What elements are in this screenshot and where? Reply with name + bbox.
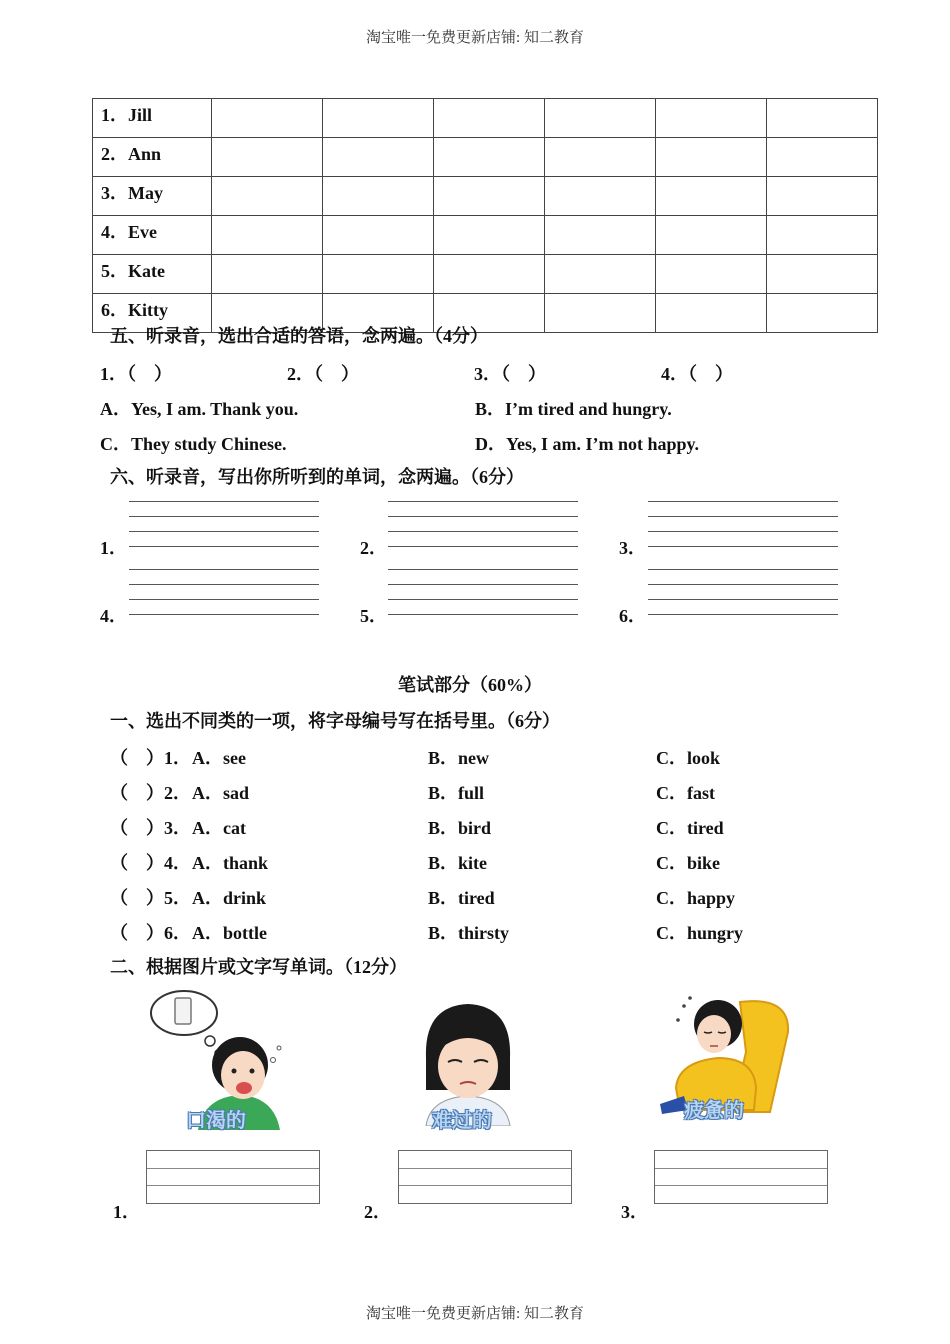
option-d: D．Yes, I am. I’m not happy. [475, 434, 700, 454]
word-answer-box[interactable] [146, 1150, 320, 1204]
part2-title: 二、根据图片或文字写单词。（12分） [110, 957, 407, 977]
page-header: 淘宝唯一免费更新店铺: 知二教育 [366, 30, 584, 46]
answer-cell[interactable] [767, 216, 878, 255]
caption-tired: 疲惫的 [684, 1098, 744, 1122]
written-part-title: 笔试部分（60%） [398, 675, 542, 695]
choice-a: A．bottle [192, 923, 267, 943]
answer-cell[interactable] [434, 255, 545, 294]
caption-sad: 难过的 [432, 1108, 492, 1132]
choice-c: C．hungry [656, 923, 744, 943]
answer-cell[interactable] [323, 99, 434, 138]
answer-cell[interactable] [656, 177, 767, 216]
item-number: 2． [364, 1202, 391, 1222]
item-number: 3． [619, 538, 646, 558]
answer-cell[interactable] [434, 138, 545, 177]
answer-cell[interactable] [323, 138, 434, 177]
row-name: 5．Kate [93, 255, 212, 294]
glass-icon [175, 998, 191, 1024]
table-row [93, 99, 878, 138]
table-row [93, 138, 878, 177]
item-number: 1． [113, 1202, 140, 1222]
answer-cell[interactable] [212, 255, 323, 294]
answer-cell[interactable] [545, 138, 656, 177]
answer-cell[interactable] [545, 99, 656, 138]
answer-cell[interactable] [767, 99, 878, 138]
answer-cell[interactable] [212, 177, 323, 216]
row-name: 1．Jill [93, 99, 212, 138]
question-number[interactable]: （ ）2． [110, 783, 191, 803]
table-row [93, 216, 878, 255]
answer-cell[interactable] [434, 99, 545, 138]
item-number: 2． [360, 538, 387, 558]
answer-blank[interactable]: 2．（ ） [287, 364, 359, 384]
answer-blank[interactable]: 1．（ ） [100, 364, 172, 384]
item-number: 3． [621, 1202, 648, 1222]
writing-lines[interactable] [648, 569, 838, 615]
part1-title: 一、选出不同类的一项，将字母编号写在括号里。（6分） [110, 711, 560, 731]
answer-cell[interactable] [656, 99, 767, 138]
choice-a: A．cat [192, 818, 246, 838]
choice-b: B．new [428, 748, 490, 768]
item-number: 1． [100, 538, 127, 558]
answer-cell[interactable] [656, 255, 767, 294]
choice-b: B．tired [428, 888, 495, 908]
choice-c: C．fast [656, 783, 715, 803]
row-name: 4．Eve [93, 216, 212, 255]
section6-title: 六、听录音，写出你所听到的单词，念两遍。（6分） [110, 467, 524, 487]
answer-cell[interactable] [212, 99, 323, 138]
answer-cell[interactable] [767, 177, 878, 216]
choice-b: B．thirsty [428, 923, 509, 943]
page-footer: 淘宝唯一免费更新店铺: 知二教育 [366, 1306, 584, 1322]
option-b: B．I’m tired and hungry. [475, 399, 672, 419]
listening-grid [92, 98, 878, 333]
answer-cell[interactable] [434, 216, 545, 255]
section5-title: 五、听录音，选出合适的答语，念两遍。（4分） [110, 326, 488, 346]
choice-c: C．tired [656, 818, 724, 838]
choice-c: C．look [656, 748, 721, 768]
item-number: 6． [619, 606, 646, 626]
answer-cell[interactable] [656, 294, 767, 333]
choice-a: A．sad [192, 783, 250, 803]
option-a: A．Yes, I am. Thank you. [100, 399, 299, 419]
table-row [93, 177, 878, 216]
item-number: 5． [360, 606, 387, 626]
row-name: 2．Ann [93, 138, 212, 177]
choice-a: A．thank [192, 853, 269, 873]
choice-a: A．drink [192, 888, 267, 908]
answer-cell[interactable] [323, 255, 434, 294]
question-number[interactable]: （ ）1． [110, 748, 191, 768]
writing-lines[interactable] [648, 501, 838, 547]
answer-cell[interactable] [545, 216, 656, 255]
writing-lines[interactable] [129, 501, 319, 547]
writing-lines[interactable] [388, 501, 578, 547]
choice-c: C．bike [656, 853, 721, 873]
answer-cell[interactable] [212, 216, 323, 255]
answer-cell[interactable] [323, 216, 434, 255]
answer-cell[interactable] [767, 138, 878, 177]
choice-b: B．full [428, 783, 485, 803]
answer-cell[interactable] [545, 294, 656, 333]
answer-cell[interactable] [323, 177, 434, 216]
question-number[interactable]: （ ）4． [110, 853, 191, 873]
answer-cell[interactable] [212, 138, 323, 177]
answer-cell[interactable] [656, 216, 767, 255]
question-number[interactable]: （ ）5． [110, 888, 191, 908]
row-name: 6．Kitty [93, 294, 212, 333]
caption-thirsty: 口渴的 [186, 1108, 246, 1132]
writing-lines[interactable] [388, 569, 578, 615]
choice-b: B．bird [428, 818, 492, 838]
answer-blank[interactable]: 3．（ ） [474, 364, 546, 384]
writing-lines[interactable] [129, 569, 319, 615]
answer-cell[interactable] [434, 177, 545, 216]
answer-blank[interactable]: 4．（ ） [661, 364, 733, 384]
answer-cell[interactable] [545, 177, 656, 216]
choice-a: A．see [192, 748, 246, 768]
option-c: C．They study Chinese. [100, 434, 287, 454]
table-row [93, 255, 878, 294]
question-number[interactable]: （ ）6． [110, 923, 191, 943]
item-number: 4． [100, 606, 127, 626]
question-number[interactable]: （ ）3． [110, 818, 191, 838]
answer-cell[interactable] [767, 255, 878, 294]
answer-cell[interactable] [656, 138, 767, 177]
row-name: 3．May [93, 177, 212, 216]
word-answer-box[interactable] [654, 1150, 828, 1204]
answer-cell[interactable] [767, 294, 878, 333]
choice-b: B．kite [428, 853, 488, 873]
answer-cell[interactable] [545, 255, 656, 294]
choice-c: C．happy [656, 888, 736, 908]
word-answer-box[interactable] [398, 1150, 572, 1204]
